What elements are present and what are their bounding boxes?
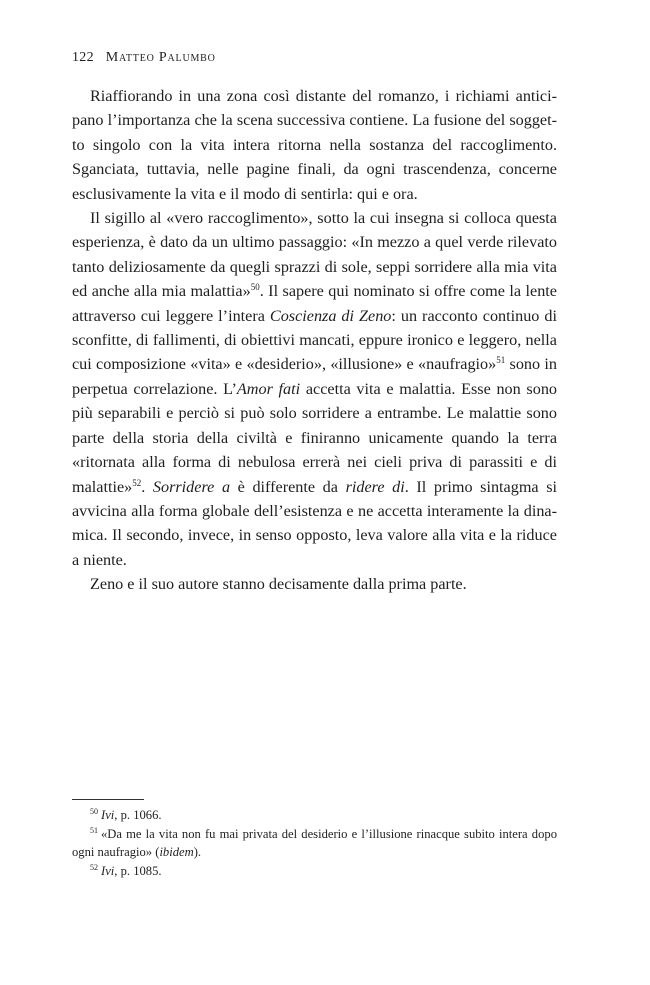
text-run: . Il sapere qui nominato si offre come la lente attraverso cui leggere l’intera <box>72 282 557 325</box>
footnote-ref: 51 <box>496 355 506 366</box>
footnote-ref: 52 <box>90 862 98 872</box>
text-run: è differente da <box>230 477 346 496</box>
footnote-ref: 50 <box>90 807 98 816</box>
paragraph <box>72 84 557 206</box>
running-header <box>72 50 216 66</box>
text-run: , p. 1066. <box>114 808 162 822</box>
italic-text: Sorridere a <box>152 477 231 496</box>
running-head-author: Matteo Palumbo <box>105 50 216 65</box>
footnote-ref: 50 <box>250 282 260 293</box>
text-run: accetta vita e malattia. Esse non sono più separabili e perciò si può solo sorridere a entrambe. Le malattie sono parte della storia della civiltà e finiranno unicamente quando la terra «ritornata alla forma di nebulosa errerà nei cieli priva di parassiti e di malattie» <box>72 379 558 496</box>
footnotes <box>72 806 557 880</box>
text-run: . Il primo sintagma si avvicina alla forma globale dell’esistenza e ne accetta interamente la dinamica. Il secondo, invece, in senso opposto, leva valore alla vita e la riduce a niente. <box>72 477 558 569</box>
footnote <box>72 825 557 862</box>
paragraph <box>72 572 557 596</box>
main-text <box>72 84 557 597</box>
italic-text: Amor fati <box>236 379 301 398</box>
footnote <box>72 806 557 825</box>
page-number: 122 <box>72 50 94 65</box>
text-run: Il sigillo al «vero raccoglimento», sotto la cui insegna si colloca questa esperienza, è dato da un ultimo passaggio: «In mezzo a quel verde rilevato tanto deliziosamente da quegli sprazzi di sole, seppi sorridere alla mia vita ed anche alla mia malattia» <box>72 209 557 301</box>
text-run: , p. 1085. <box>114 863 162 878</box>
italic-text: Coscienza di Zeno <box>269 306 392 325</box>
italic-text: Ivi <box>101 808 115 822</box>
text-run: . <box>141 477 153 496</box>
italic-text: ridere di <box>345 477 405 496</box>
footnote-ref: 51 <box>90 825 98 835</box>
text-run: sono in perpetua correlazione. L’ <box>72 355 557 398</box>
paragraph <box>72 206 557 572</box>
footnote <box>72 862 557 881</box>
text-run: Zeno e il suo autore stanno decisamente dalla prima parte. <box>90 575 467 594</box>
italic-text: Ivi <box>101 863 115 878</box>
text-run: «Da me la vita non fu mai privata del desiderio e l’illusione rinacque subito intera dopo ogni naufragio» ( <box>72 826 557 859</box>
text-run: ). <box>193 845 202 859</box>
text-run: Riaffiorando in una zona così distante del romanzo, i richiami anticipano l’importanza che la scena successiva contiene. La fusione del soggetto singolo con la vita intera ritorna nella sostanza del raccoglimento. Sganciata, tuttavia, nelle pagine finali, da ogni trascendenza, concerne esclusivamente la vita e il modo di sentirla: qui e ora. <box>72 87 557 203</box>
italic-text: ibidem <box>159 845 194 859</box>
footnote-ref: 52 <box>132 477 142 488</box>
text-run: : un racconto continuo di sconfitte, di fallimenti, di obiettivi mancati, eppure ironico e leggero, nella cui composizione «vita» e «desiderio», «illusione» e «naufragio» <box>72 306 557 374</box>
footnote-separator <box>72 799 144 800</box>
